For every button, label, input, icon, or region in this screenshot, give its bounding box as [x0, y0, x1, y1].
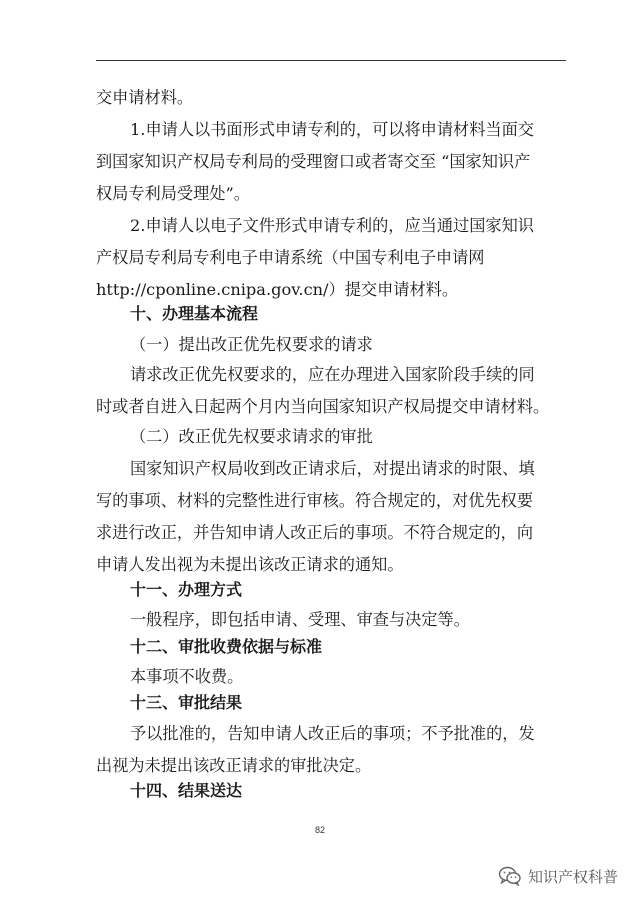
text-line: 请求改正优先权要求的，应在办理进入国家阶段手续的同: [130, 365, 535, 384]
page-number: 82: [314, 825, 325, 835]
text-line: 求进行改正，并告知申请人改正后的事项。不符合规定的，向: [96, 523, 534, 542]
header-rule: [96, 60, 566, 61]
text-line: 权局专利局受理处”。: [96, 184, 250, 203]
subsection-heading: （二）改正优先权要求请求的审批: [130, 427, 373, 446]
text-line: 交申请材料。: [96, 88, 194, 107]
text-line: 本事项不收费。: [130, 667, 244, 686]
section-heading: 十四、结果送达: [130, 781, 243, 800]
text-line: 1.申请人以书面形式申请专利的，可以将申请材料当面交: [130, 120, 534, 139]
text-line: 一般程序，即包括申请、受理、审查与决定等。: [130, 610, 470, 629]
text-line: 予以批准的，告知申请人改正后的事项；不予批准的，发: [130, 724, 535, 743]
watermark: [498, 864, 618, 888]
section-heading: 十一、办理方式: [130, 580, 243, 599]
text-line: 2.申请人以电子文件形式申请专利的，应当通过国家知识: [130, 216, 534, 235]
text-line: 产权局专利局专利电子申请系统（中国专利电子申请网: [96, 248, 485, 267]
section-heading: 十、办理基本流程: [130, 304, 259, 323]
text-line: 出视为未提出该改正请求的审批决定。: [96, 756, 372, 775]
text-line: 申请人发出视为未提出该改正请求的通知。: [96, 555, 404, 574]
section-heading: 十二、审批收费依据与标准: [130, 637, 323, 656]
text-line: 国家知识产权局收到改正请求后，对提出请求的时限、填: [130, 459, 535, 478]
text-line: 时或者自进入日起两个月内当向国家知识产权局提交申请材料。: [96, 397, 550, 416]
text-line: 到国家知识产权局专利局的受理窗口或者寄交至 “国家知识产: [96, 152, 531, 171]
wechat-icon: [498, 866, 522, 886]
text-line: http://cponline.cnipa.gov.cn/）提交申请材料。: [96, 280, 459, 299]
text-line: 写的事项、材料的完整性进行审核。符合规定的，对优先权要: [96, 491, 534, 510]
section-heading: 十三、审批结果: [130, 693, 243, 712]
watermark-text: 知识产权科普: [527, 867, 618, 886]
subsection-heading: （一）提出改正优先权要求的请求: [130, 335, 373, 354]
